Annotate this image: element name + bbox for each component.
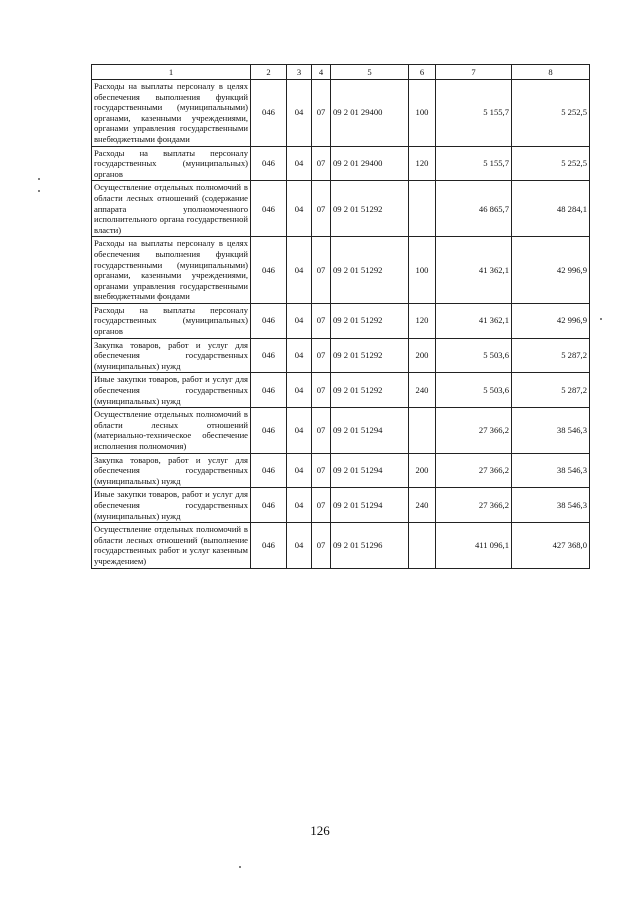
amount-year2-cell: 38 546,3 bbox=[512, 408, 590, 453]
header-cell: 2 bbox=[251, 65, 287, 80]
expense-type-cell: 100 bbox=[409, 80, 436, 147]
ministry-code-cell: 046 bbox=[251, 373, 287, 408]
row-name-cell: Осуществление отдельных полномочий в области лесных отношений (материально-техническое обеспечение исполнения полномочия) bbox=[92, 408, 251, 453]
ministry-code-cell: 046 bbox=[251, 237, 287, 304]
section-cell: 04 bbox=[287, 408, 312, 453]
amount-year2-cell: 38 546,3 bbox=[512, 488, 590, 523]
expense-type-cell bbox=[409, 523, 436, 568]
amount-year2-cell: 5 252,5 bbox=[512, 146, 590, 181]
ministry-code-cell: 046 bbox=[251, 146, 287, 181]
row-name-cell: Осуществление отдельных полномочий в области лесных отношений (содержание аппарата уполномоченного исполнительного органа государственной власти) bbox=[92, 181, 251, 237]
section-cell: 04 bbox=[287, 80, 312, 147]
table-row bbox=[92, 453, 590, 488]
ministry-code-cell: 046 bbox=[251, 338, 287, 373]
amount-year2-cell: 5 287,2 bbox=[512, 373, 590, 408]
scan-speck bbox=[600, 318, 602, 320]
table-row bbox=[92, 237, 590, 304]
subsection-cell: 07 bbox=[312, 453, 331, 488]
amount-year1-cell: 5 503,6 bbox=[436, 373, 512, 408]
ministry-code-cell: 046 bbox=[251, 181, 287, 237]
table-row bbox=[92, 523, 590, 568]
scan-speck bbox=[239, 866, 241, 868]
section-cell: 04 bbox=[287, 453, 312, 488]
expense-type-cell: 100 bbox=[409, 237, 436, 304]
row-name-cell: Осуществление отдельных полномочий в области лесных отношений (выполнение государственных работ и услуг казенным учреждением) bbox=[92, 523, 251, 568]
amount-year2-cell: 48 284,1 bbox=[512, 181, 590, 237]
subsection-cell: 07 bbox=[312, 373, 331, 408]
subsection-cell: 07 bbox=[312, 303, 331, 338]
expense-type-cell bbox=[409, 408, 436, 453]
amount-year1-cell: 5 503,6 bbox=[436, 338, 512, 373]
section-cell: 04 bbox=[287, 181, 312, 237]
row-name-cell: Закупка товаров, работ и услуг для обеспечения государственных (муниципальных) нужд bbox=[92, 453, 251, 488]
subsection-cell: 07 bbox=[312, 488, 331, 523]
header-cell: 7 bbox=[436, 65, 512, 80]
header-cell: 3 bbox=[287, 65, 312, 80]
expense-type-cell: 120 bbox=[409, 303, 436, 338]
row-name-cell: Иные закупки товаров, работ и услуг для обеспечения государственных (муниципальных) нужд bbox=[92, 373, 251, 408]
amount-year1-cell: 5 155,7 bbox=[436, 80, 512, 147]
target-article-cell: 09 2 01 51292 bbox=[331, 303, 409, 338]
subsection-cell: 07 bbox=[312, 523, 331, 568]
table-row bbox=[92, 338, 590, 373]
header-cell: 5 bbox=[331, 65, 409, 80]
target-article-cell: 09 2 01 51294 bbox=[331, 488, 409, 523]
row-name-cell: Закупка товаров, работ и услуг для обеспечения государственных (муниципальных) нужд bbox=[92, 338, 251, 373]
target-article-cell: 09 2 01 51292 bbox=[331, 373, 409, 408]
row-name-cell: Расходы на выплаты персоналу в целях обеспечения выполнения функций государственными (муниципальными) органами, казенными учреждениями, органами управления государственными внебюджетными фондами bbox=[92, 237, 251, 304]
amount-year1-cell: 46 865,7 bbox=[436, 181, 512, 237]
table-row bbox=[92, 373, 590, 408]
target-article-cell: 09 2 01 51294 bbox=[331, 408, 409, 453]
expense-type-cell: 200 bbox=[409, 338, 436, 373]
amount-year1-cell: 27 366,2 bbox=[436, 408, 512, 453]
header-cell: 6 bbox=[409, 65, 436, 80]
scan-speck bbox=[38, 190, 40, 192]
subsection-cell: 07 bbox=[312, 408, 331, 453]
section-cell: 04 bbox=[287, 303, 312, 338]
subsection-cell: 07 bbox=[312, 80, 331, 147]
amount-year2-cell: 42 996,9 bbox=[512, 303, 590, 338]
subsection-cell: 07 bbox=[312, 338, 331, 373]
ministry-code-cell: 046 bbox=[251, 453, 287, 488]
scan-speck bbox=[38, 178, 40, 180]
row-name-cell: Расходы на выплаты персоналу государственных (муниципальных) органов bbox=[92, 303, 251, 338]
table-row bbox=[92, 146, 590, 181]
target-article-cell: 09 2 01 51296 bbox=[331, 523, 409, 568]
section-cell: 04 bbox=[287, 488, 312, 523]
header-cell: 4 bbox=[312, 65, 331, 80]
page-number: 126 bbox=[310, 823, 330, 838]
table-row bbox=[92, 488, 590, 523]
table-row bbox=[92, 303, 590, 338]
table-header-row bbox=[92, 65, 590, 80]
section-cell: 04 bbox=[287, 523, 312, 568]
target-article-cell: 09 2 01 51294 bbox=[331, 453, 409, 488]
table-row bbox=[92, 408, 590, 453]
subsection-cell: 07 bbox=[312, 237, 331, 304]
amount-year1-cell: 41 362,1 bbox=[436, 303, 512, 338]
amount-year2-cell: 5 252,5 bbox=[512, 80, 590, 147]
ministry-code-cell: 046 bbox=[251, 303, 287, 338]
amount-year1-cell: 27 366,2 bbox=[436, 488, 512, 523]
ministry-code-cell: 046 bbox=[251, 80, 287, 147]
row-name-cell: Расходы на выплаты персоналу государственных (муниципальных) органов bbox=[92, 146, 251, 181]
amount-year1-cell: 5 155,7 bbox=[436, 146, 512, 181]
table-row bbox=[92, 181, 590, 237]
header-cell: 1 bbox=[92, 65, 251, 80]
ministry-code-cell: 046 bbox=[251, 523, 287, 568]
expense-type-cell: 240 bbox=[409, 373, 436, 408]
ministry-code-cell: 046 bbox=[251, 408, 287, 453]
amount-year2-cell: 42 996,9 bbox=[512, 237, 590, 304]
target-article-cell: 09 2 01 51292 bbox=[331, 181, 409, 237]
expense-type-cell: 240 bbox=[409, 488, 436, 523]
amount-year1-cell: 411 096,1 bbox=[436, 523, 512, 568]
table-row bbox=[92, 80, 590, 147]
amount-year1-cell: 41 362,1 bbox=[436, 237, 512, 304]
target-article-cell: 09 2 01 51292 bbox=[331, 237, 409, 304]
row-name-cell: Иные закупки товаров, работ и услуг для обеспечения государственных (муниципальных) нужд bbox=[92, 488, 251, 523]
row-name-cell: Расходы на выплаты персоналу в целях обеспечения выполнения функций государственными (муниципальными) органами, казенными учреждениями, органами управления государственными внебюджетными фондами bbox=[92, 80, 251, 147]
header-cell: 8 bbox=[512, 65, 590, 80]
section-cell: 04 bbox=[287, 146, 312, 181]
expense-type-cell: 200 bbox=[409, 453, 436, 488]
subsection-cell: 07 bbox=[312, 181, 331, 237]
amount-year2-cell: 38 546,3 bbox=[512, 453, 590, 488]
budget-table bbox=[91, 64, 590, 569]
target-article-cell: 09 2 01 51292 bbox=[331, 338, 409, 373]
expense-type-cell: 120 bbox=[409, 146, 436, 181]
target-article-cell: 09 2 01 29400 bbox=[331, 146, 409, 181]
ministry-code-cell: 046 bbox=[251, 488, 287, 523]
expense-type-cell bbox=[409, 181, 436, 237]
amount-year2-cell: 5 287,2 bbox=[512, 338, 590, 373]
section-cell: 04 bbox=[287, 237, 312, 304]
section-cell: 04 bbox=[287, 373, 312, 408]
amount-year1-cell: 27 366,2 bbox=[436, 453, 512, 488]
section-cell: 04 bbox=[287, 338, 312, 373]
target-article-cell: 09 2 01 29400 bbox=[331, 80, 409, 147]
subsection-cell: 07 bbox=[312, 146, 331, 181]
amount-year2-cell: 427 368,0 bbox=[512, 523, 590, 568]
